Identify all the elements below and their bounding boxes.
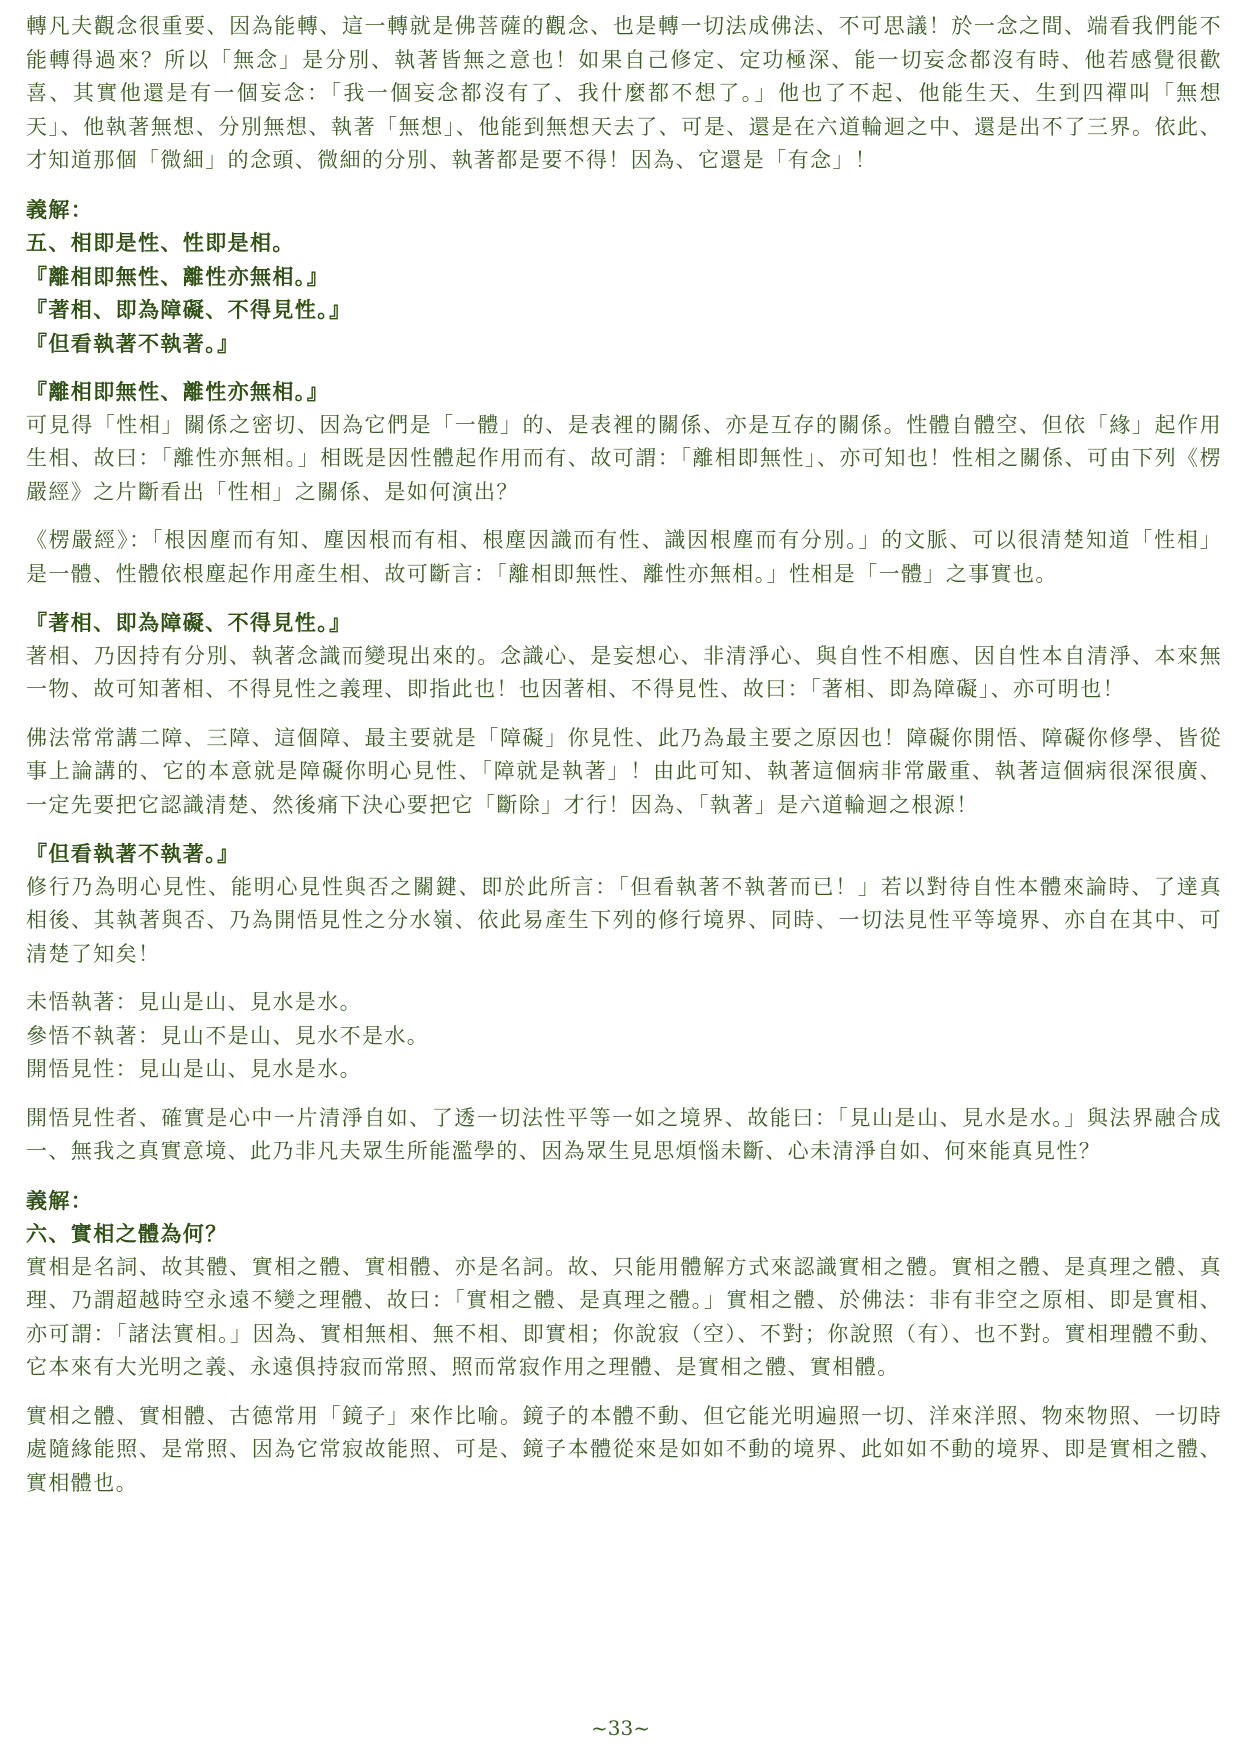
subsection-1-heading: 『離相即無性、離性亦無相。』 [26,379,330,404]
stage-line-3: 開悟見性：見山是山、見水是水。 [26,1057,362,1081]
paragraph-7: 開悟見性者、確實是心中一片清淨自如、了透一切法性平等一如之境界、故能曰：「見山是山、見水是水。」與法界融合成一、無我之真實意境、此乃非凡夫眾生所能濫學的、因為眾生見思煩惱未斷、心未清淨自如、何來能真見性？ [26,1105,1222,1163]
document-page [26,10,1222,1515]
quote-heading-2: 『著相、即為障礙、不得見性。』 [26,297,352,322]
paragraph-3: 《楞嚴經》：「根因塵而有知、塵因根而有相、根塵因識而有性、識因根塵而有分別。」的文脈、可以很清楚知道「性相」是一體、性體依根塵起作用產生相、故可斷言：「離相即無性、離性亦無相。」性相是「一體」之事實也。 [26,528,1222,586]
quote-heading-1: 『離相即無性、離性亦無相。』 [26,263,330,289]
stages-list [26,986,1222,1087]
paragraph-1: 轉凡夫觀念很重要、因為能轉、這一轉就是佛菩薩的觀念、也是轉一切法成佛法、不可思議！於一念之間、端看我們能不能轉得過來？所以「無念」是分別、執著皆無之意也！如果自己修定、定功極深、能一切妄念都沒有時、他若感覺很歡喜、其實他還是有一個妄念：「我一個妄念都沒有了、我什麼都不想了。」他也了不起、他能生天、生到四禪叫「無想天」、他執著無想、分別無想、執著「無想」、他能到無想天去了、可是、還是在六道輪迴之中、還是出不了三界。依此、才知道那個「微細」的念頭、微細的分別、執著都是要不得！因為、它還是「有念」！ [26,14,1222,172]
subsection-1 [26,375,1222,509]
paragraph-4: 著相、乃因持有分別、執著念識而變現出來的。念識心、是妄想心、非清淨心、與自性不相應、因自性本自清淨、本來無一物、故可知著相、不得見性之義理、即指此也！也因著相、不得見性、故曰：「著相、即為障礙」、亦可明也！ [26,643,1222,701]
section-6-title: 六、實相之體為何？ [26,1221,228,1246]
subsection-2-heading: 『著相、即為障礙、不得見性。』 [26,610,352,635]
section-6 [26,1184,1222,1385]
subsection-3-heading: 『但看執著不執著。』 [26,841,240,866]
subsection-3 [26,837,1222,971]
stage-line-2: 參悟不執著：見山不是山、見水不是水。 [26,1023,430,1048]
yijie-label-2: 義解： [26,1187,94,1213]
yijie-label: 義解： [26,196,94,222]
quote-heading-3: 『但看執著不執著。』 [26,330,240,356]
paragraph-5: 佛法常常講二障、三障、這個障、最主要就是「障礙」你見性、此乃為最主要之原因也！障礙你開悟、障礙你修學、皆從事上論講的、它的本意就是障礙你明心見性、「障就是執著」！由此可知、執著這個病非常嚴重、執著這個病很深很廣、一定先要把它認識清楚、然後痛下決心要把它「斷除」才行！因為、「執著」是六道輪迴之根源！ [26,725,1222,817]
paragraph-6: 修行乃為明心見性、能明心見性與否之關鍵、即於此所言：「但看執著不執著而已！」若以對待自性本體來論時、了達真相後、其執著與否、乃為開悟見性之分水嶺、依此易產生下列的修行境界、同時、一切法見性平等境界、亦自在其中、可清楚了知矣！ [26,874,1222,966]
paragraph-8: 實相是名詞、故其體、實相之體、實相體、亦是名詞。故、只能用體解方式來認識實相之體。實相之體、是真理之體、真理、乃謂超越時空永遠不變之理體、故曰：「實相之體、是真理之體。」實相之體、於佛法：非有非空之原相、即是實相、亦可謂：「諸法實相。」因為、實相無相、無不相、即實相；你說寂（空）、不對；你說照（有）、也不對。實相理體不動、它本來有大光明之義、永遠俱持寂而常照、照而常寂作用之理體、是實相之體、實相體。 [26,1254,1222,1379]
page-number: ~33~ [591,1716,650,1740]
section-5-title: 五、相即是性、性即是相。 [26,230,295,255]
subsection-2 [26,606,1222,707]
paragraph-9: 實相之體、實相體、古德常用「鏡子」來作比喻。鏡子的本體不動、但它能光明遍照一切、洋來洋照、物來物照、一切時處隨緣能照、是常照、因為它常寂故能照、可是、鏡子本體從來是如如不動的境界、此如如不動的境界、即是實相之體、實相體也。 [26,1403,1222,1495]
stage-line-1: 未悟執著：見山是山、見水是水。 [26,990,362,1014]
section-5-heading-group [26,193,1222,361]
paragraph-2: 可見得「性相」關係之密切、因為它們是「一體」的、是表裡的關係、亦是互存的關係。性體自體空、但依「緣」起作用生相、故曰：「離性亦無相。」相既是因性體起作用而有、故可謂：「離相即無性」、亦可知也！性相之關係、可由下列《楞嚴經》之片斷看出「性相」之關係、是如何演出？ [26,412,1222,504]
